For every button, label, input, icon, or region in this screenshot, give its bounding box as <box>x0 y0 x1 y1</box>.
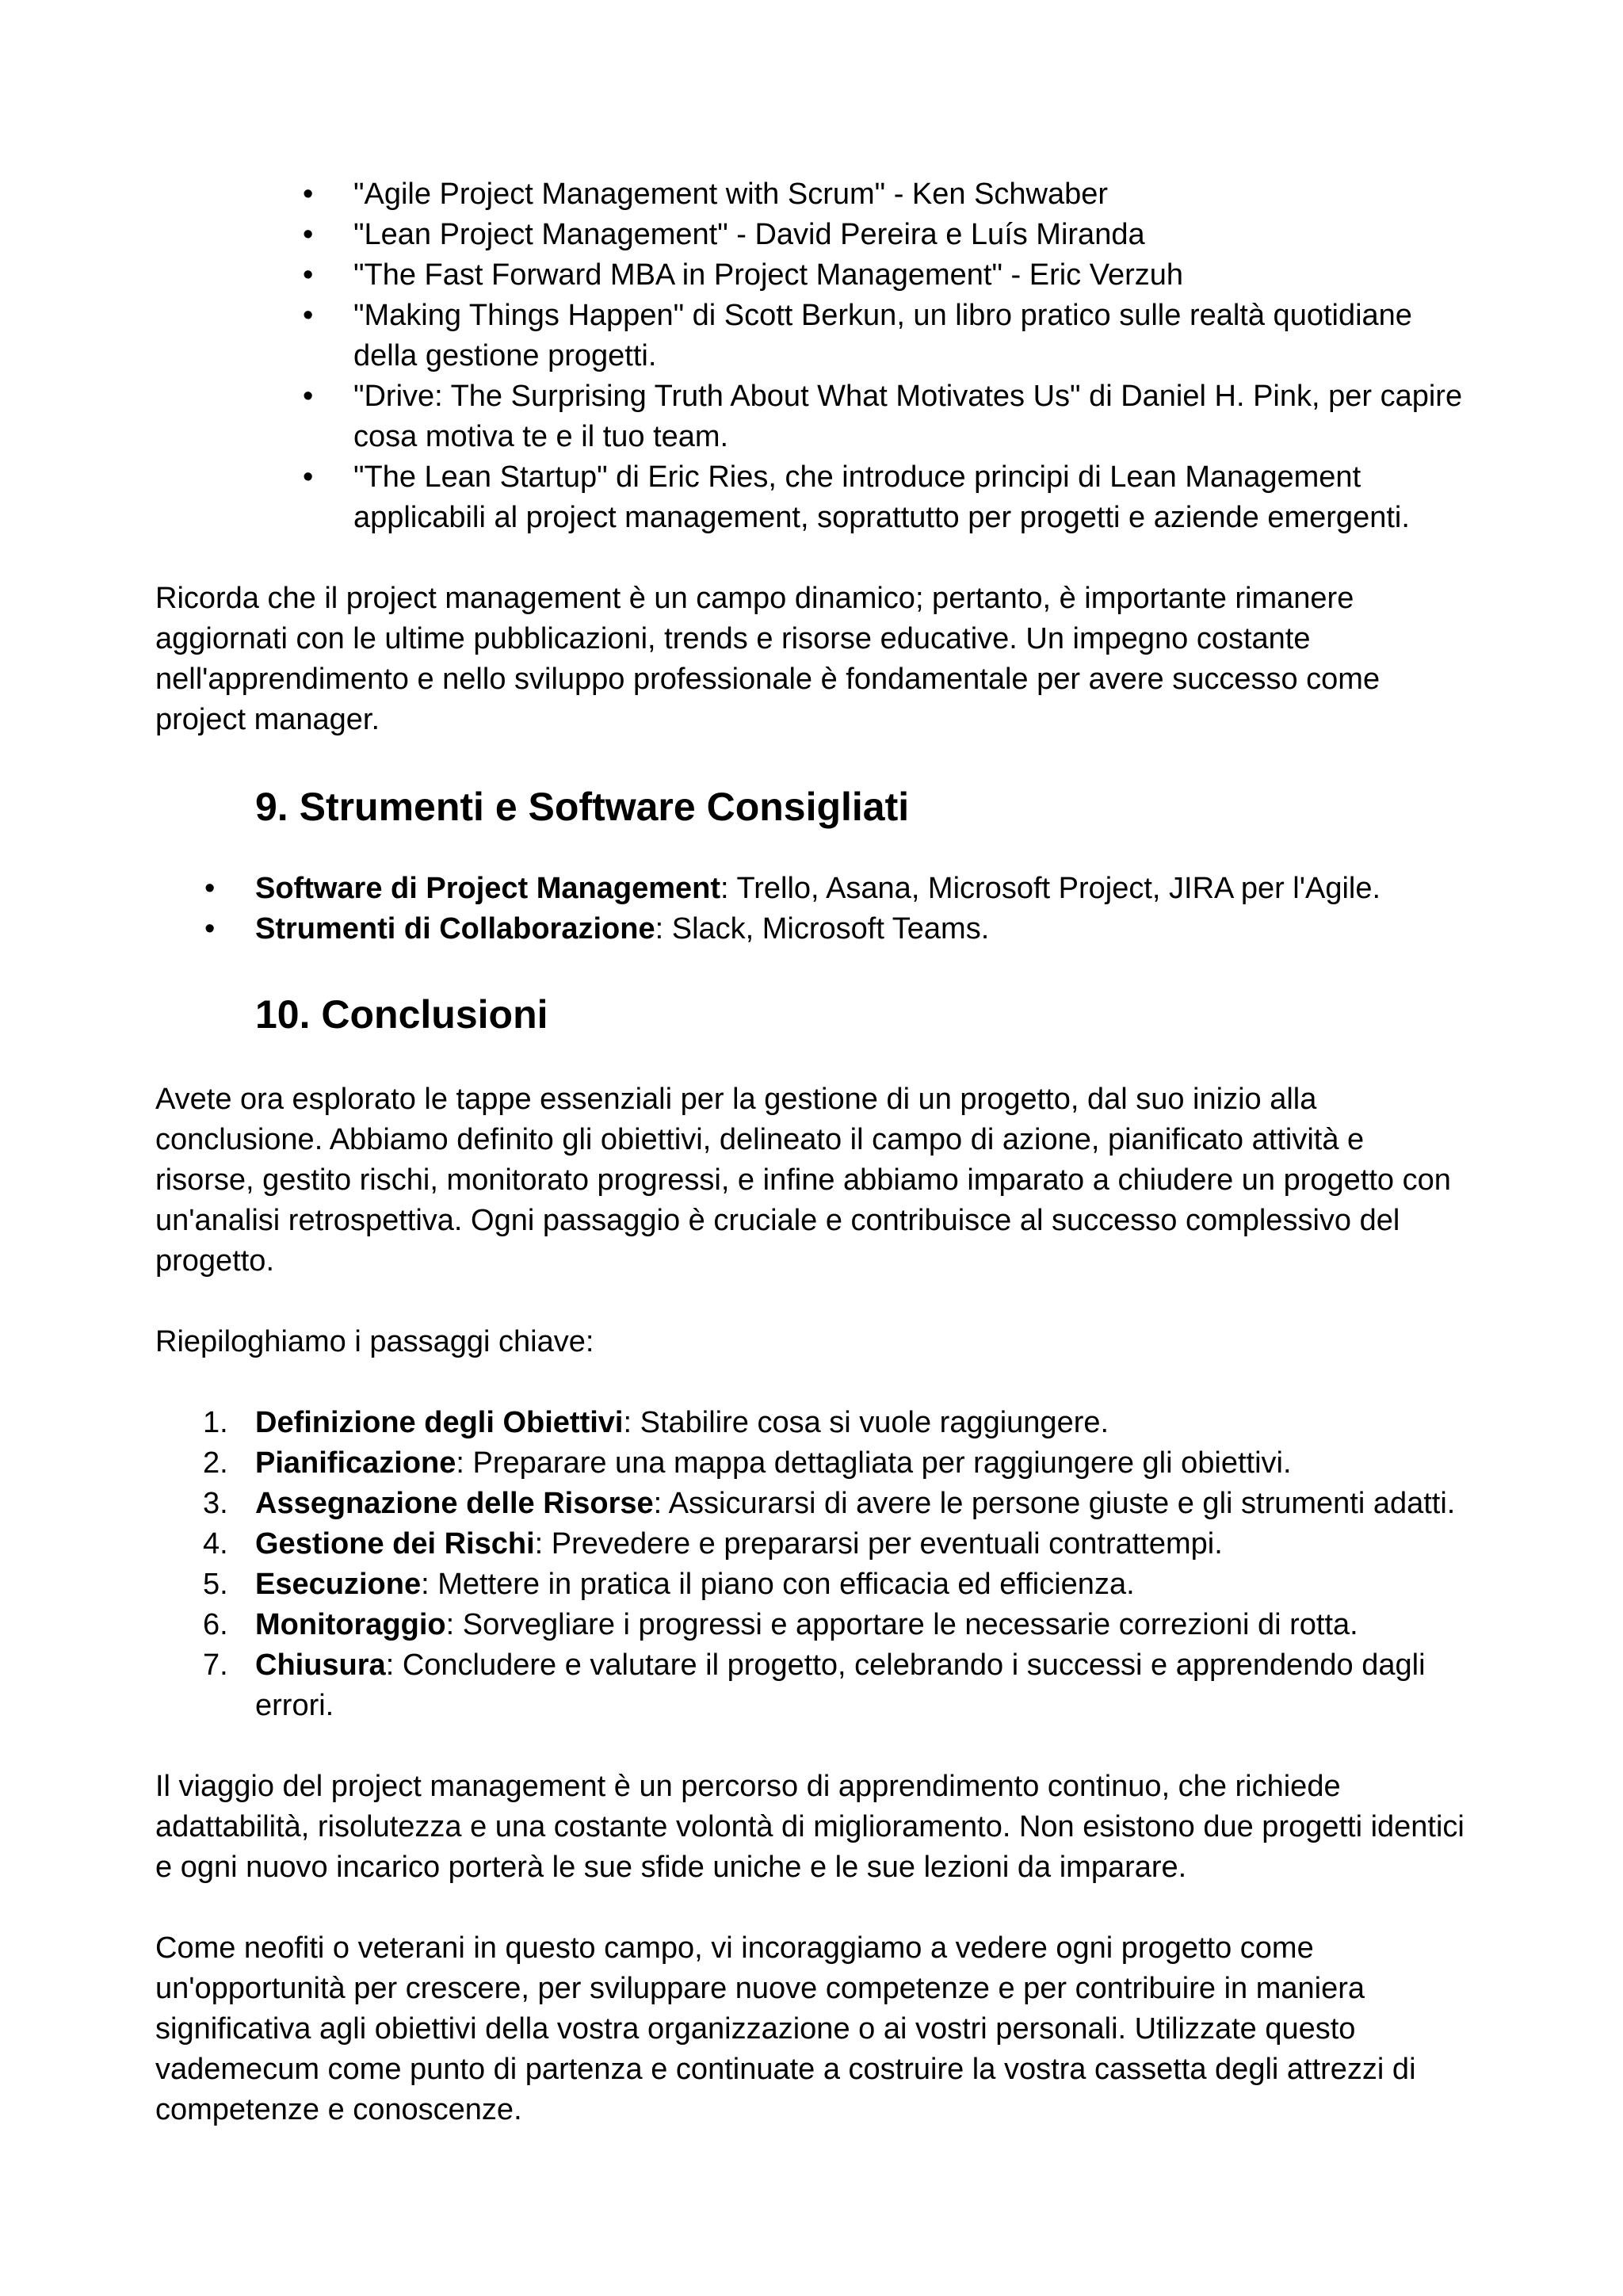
step-item <box>155 1645 1471 1726</box>
book-item: • "The Fast Forward MBA in Project Management" - Eric Verzuh <box>155 255 1471 296</box>
book-item: • "Lean Project Management" - David Pereira e Luís Miranda <box>155 215 1471 255</box>
step-label: Definizione degli Obiettivi <box>255 1406 624 1439</box>
step-text: : Sorvegliare i progressi e apportare le necessarie correzioni di rotta. <box>445 1608 1358 1641</box>
step-item <box>155 1564 1471 1605</box>
step-label: Gestione dei Rischi <box>255 1527 535 1561</box>
step-number: 1. <box>203 1406 228 1439</box>
tools-item-text: : Slack, Microsoft Teams. <box>655 912 990 946</box>
resources-paragraph: Ricorda che il project management è un campo dinamico; pertanto, è importante rimanere aggiornati con le ultime pubblicazioni, trends e risorse educative. Un impegno costante nell'apprendimento e nello sviluppo professionale è fondamentale per avere successo come project manager. <box>155 582 1381 736</box>
step-text: : Stabilire cosa si vuole raggiungere. <box>623 1406 1109 1439</box>
step-item <box>155 1605 1471 1645</box>
step-item <box>155 1403 1471 1443</box>
summary-label: Riepiloghiamo i passaggi chiave: <box>155 1325 594 1358</box>
closing-paragraph: Come neofiti o veterani in questo campo, vi incoraggiamo a vedere ogni progetto come un'opportunità per crescere, per sviluppare nuove competenze e per contribuire in maniera significativa agli obiettivi della vostra organizzazione o ai vostri personali. Utilizzate questo vademecum come punto di partenza e continuate a costruire la vostra cassetta degli attrezzi di competenze e conoscenze. <box>155 1931 1416 2126</box>
step-label: Assegnazione delle Risorse <box>255 1487 654 1520</box>
step-number: 3. <box>203 1487 228 1520</box>
book-list <box>155 174 1471 538</box>
document-content <box>155 174 1471 2130</box>
step-number: 5. <box>203 1568 228 1601</box>
tools-item-label: Software di Project Management <box>255 872 721 905</box>
book-item: • "Agile Project Management with Scrum" - Ken Schwaber <box>155 174 1471 215</box>
tools-item-label: Strumenti di Collaborazione <box>255 912 655 946</box>
step-text: : Prevedere e prepararsi per eventuali contrattempi. <box>534 1527 1223 1561</box>
step-item <box>155 1443 1471 1484</box>
step-text: : Mettere in pratica il piano con efficacia ed efficienza. <box>421 1568 1135 1601</box>
step-label: Esecuzione <box>255 1568 422 1601</box>
step-item <box>155 1484 1471 1524</box>
conclusions-intro-paragraph: Avete ora esplorato le tappe essenziali per la gestione di un progetto, dal suo inizio alla conclusione. Abbiamo definito gli obiettivi, delineato il campo di azione, pianificato attività e risorse, gestito rischi, monitorato progressi, e infine abbiamo imparato a chiudere un progetto con un'analisi retrospettiva. Ogni passaggio è cruciale e contribuisce al successo complessivo del progetto. <box>155 1083 1451 1278</box>
key-steps-list <box>155 1403 1471 1726</box>
step-label: Pianificazione <box>255 1446 456 1480</box>
tools-item-text: : Trello, Asana, Microsoft Project, JIRA per l'Agile. <box>720 872 1381 905</box>
step-number: 4. <box>203 1527 228 1561</box>
step-number: 7. <box>203 1648 228 1682</box>
step-number: 6. <box>203 1608 228 1641</box>
step-number: 2. <box>203 1446 228 1480</box>
tools-item <box>155 909 1471 949</box>
step-label: Monitoraggio <box>255 1608 446 1641</box>
section-heading-conclusions: 10. Conclusioni <box>255 992 548 1037</box>
step-text: : Assicurarsi di avere le persone giuste e gli strumenti adatti. <box>653 1487 1456 1520</box>
tools-list <box>155 869 1471 949</box>
step-text: : Concludere e valutare il progetto, celebrando i successi e apprendendo dagli errori. <box>255 1648 1426 1722</box>
section-heading-tools: 9. Strumenti e Software Consigliati <box>255 785 910 829</box>
step-text: : Preparare una mappa dettagliata per raggiungere gli obiettivi. <box>456 1446 1292 1480</box>
journey-paragraph: Il viaggio del project management è un percorso di apprendimento continuo, che richiede adattabilità, risolutezza e una costante volontà di miglioramento. Non esistono due progetti identici e ogni nuovo incarico porterà le sue sfide uniche e le sue lezioni da imparare. <box>155 1770 1465 1884</box>
book-item: • "The Lean Startup" di Eric Ries, che introduce principi di Lean Management applicabili al project management, soprattutto per progetti e aziende emergenti. <box>155 457 1471 538</box>
step-item <box>155 1524 1471 1564</box>
book-item: • "Drive: The Surprising Truth About What Motivates Us" di Daniel H. Pink, per capire cosa motiva te e il tuo team. <box>155 376 1471 457</box>
book-item: • "Making Things Happen" di Scott Berkun, un libro pratico sulle realtà quotidiane della gestione progetti. <box>155 296 1471 376</box>
tools-item <box>155 869 1471 909</box>
step-label: Chiusura <box>255 1648 386 1682</box>
